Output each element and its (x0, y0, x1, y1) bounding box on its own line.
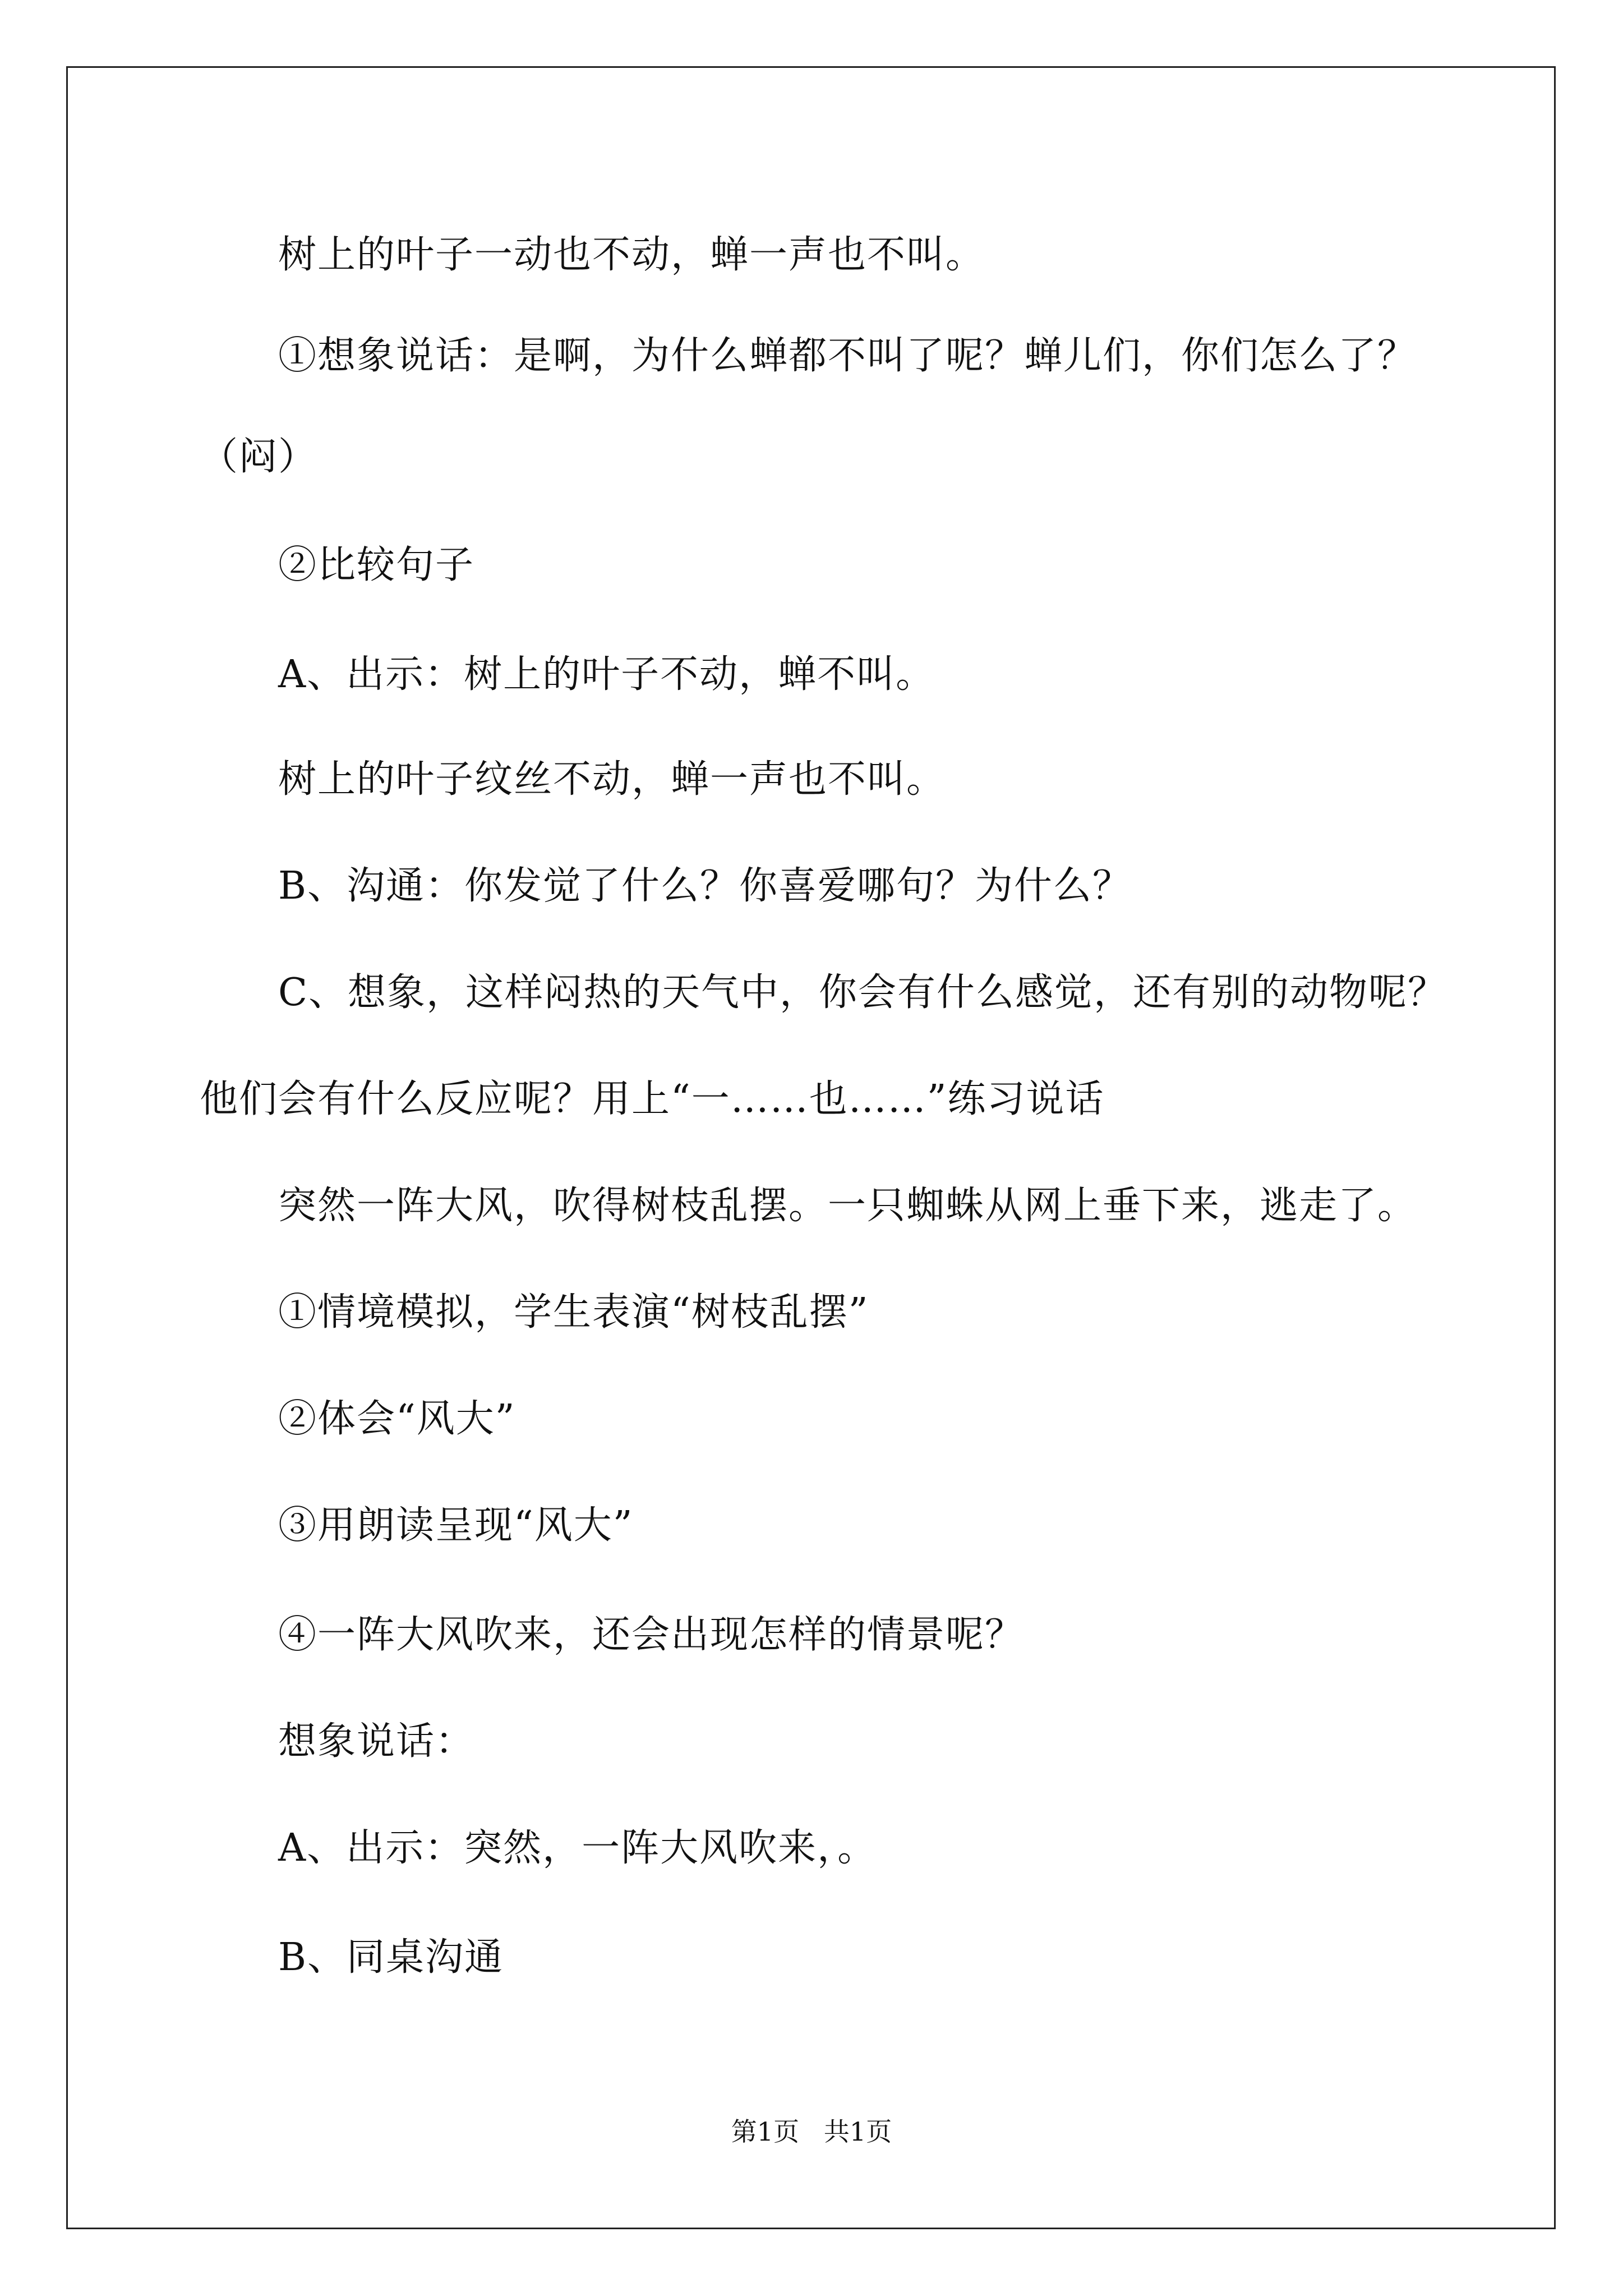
paragraph: ①情境模拟，学生表演“树枝乱摆” (278, 1290, 869, 1335)
page-border (66, 66, 1556, 2229)
paragraph: A、出示：突然，一阵大风吹来，。 (278, 1826, 877, 1870)
paragraph: 他们会有什么反应呢？用上“一……也……”练习说话 (200, 1077, 1105, 1121)
paragraph: ②比较句子 (278, 543, 475, 587)
paragraph: C、想象，这样闷热的天气中，你会有什么感觉，还有别的动物呢？ (278, 970, 1447, 1015)
paragraph: （闷） (200, 435, 318, 479)
paragraph: ①想象说话：是啊，为什么蝉都不叫了呢？蝉儿们，你们怎么了？ (278, 334, 1417, 378)
paragraph: 想象说话： (278, 1719, 475, 1764)
paragraph: B、同桌沟通 (278, 1935, 504, 1980)
paragraph: ②体会“风大” (278, 1397, 516, 1441)
paragraph: B、沟通：你发觉了什么？你喜爱哪句？为什么？ (278, 864, 1132, 908)
paragraph: ④一阵大风吹来，还会出现怎样的情景呢？ (278, 1613, 1025, 1657)
paragraph: ③用朗读呈现“风大” (278, 1503, 634, 1548)
page-number: 第1页 共1页 (731, 2116, 892, 2147)
paragraph: 突然一阵大风，吹得树枝乱摆。一只蜘蛛从网上垂下来，逃走了。 (278, 1184, 1417, 1228)
paragraph: A、出示：树上的叶子不动，蝉不叫。 (278, 652, 935, 697)
paragraph: 树上的叶子一动也不动，蝉一声也不叫。 (278, 233, 985, 277)
paragraph: 树上的叶子纹丝不动，蝉一声也不叫。 (278, 757, 946, 802)
